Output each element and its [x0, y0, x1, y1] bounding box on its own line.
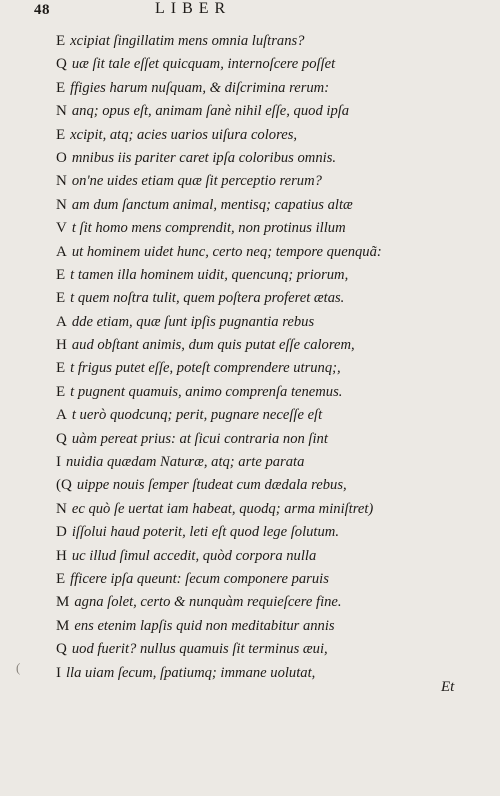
verse-text: ut hominem uidet hunc, certo neq; tempore quenquã:: [71, 243, 382, 260]
verse-text: xcipit, atq; acies uarios uiſura colores,: [70, 126, 298, 143]
verse-text: t ſit homo mens comprendit, non protinus illum: [71, 220, 346, 237]
verse-initial: N: [56, 500, 67, 517]
verse-line: [56, 30, 476, 53]
verse-line: [56, 381, 476, 404]
verse-text: fficere ipſa queunt: ſecum componere paruis: [70, 570, 329, 587]
verse-initial: Q: [56, 430, 67, 447]
verse-text: t uerò quodcunq; perit, pugnare neceſſe eſt: [71, 407, 323, 424]
verse-line: [56, 474, 476, 497]
verse-text: am dum ſanctum animal, mentisq; capatius altæ: [71, 196, 353, 213]
verse-line: [56, 591, 476, 614]
verse-initial: N: [56, 196, 67, 213]
verse-text: on'ne uides etiam quæ ſit perceptio rerum?: [71, 173, 322, 190]
verse-text: iſſolui haud poterit, leti eſt quod lege ſolutum.: [71, 524, 339, 541]
verse-line: [56, 194, 476, 217]
verse-line: [56, 147, 476, 170]
verse-initial: N: [56, 103, 67, 120]
verse-initial: E: [56, 266, 66, 283]
verse-initial: E: [56, 79, 66, 96]
verse-text: uæ ſit tale eſſet quicquam, internoſcere poſſet: [71, 56, 336, 73]
verse-line: [56, 451, 476, 474]
verse-text: t quem noſtra tulit, quem poſtera proferet ætas.: [70, 290, 345, 307]
verse-initial: I: [56, 454, 61, 471]
page-number: 48: [34, 2, 50, 18]
verse-text: aud obſtant animis, dum quis putat eſſe calorem,: [71, 337, 355, 354]
verse-text: nuidia quædam Naturæ, atq; arte parata: [66, 454, 305, 471]
verse-line: [56, 498, 476, 521]
verse-initial: A: [56, 407, 67, 424]
verse-initial: V: [56, 220, 67, 237]
verse-text: uc illud ſimul accedit, quòd corpora nulla: [71, 547, 317, 564]
verse-line: [56, 53, 476, 76]
catchword: Et: [441, 679, 455, 695]
verse-line: [56, 170, 476, 193]
verse-initial: E: [56, 360, 66, 377]
running-head: LIBER: [155, 0, 232, 17]
verse-initial: (Q: [56, 477, 72, 494]
verse-initial: A: [56, 243, 67, 260]
verse-text: agna ſolet, certo & nunquàm requieſcere fine.: [74, 594, 342, 611]
verse-initial: I: [56, 664, 61, 681]
page-header: [0, 0, 500, 22]
verse-line: [56, 287, 476, 310]
verse-line: [56, 638, 476, 661]
verse-text: t tamen illa hominem uidit, quencunq; priorum,: [70, 266, 349, 283]
verse-line: [56, 615, 476, 638]
verse-initial: E: [56, 383, 66, 400]
verse-list: [56, 30, 476, 685]
verse-line: [56, 568, 476, 591]
verse-line: [56, 124, 476, 147]
verse-line: [56, 404, 476, 427]
verse-line: [56, 100, 476, 123]
verse-initial: M: [56, 617, 70, 634]
verse-line: [56, 357, 476, 380]
verse-text: dde etiam, quæ ſunt ipſis pugnantia rebus: [71, 313, 315, 330]
verse-initial: E: [56, 33, 66, 49]
verse-text: ens etenim lapſis quid non meditabitur annis: [74, 617, 335, 634]
verse-text: anq; opus eſt, animam ſanè nihil eſſe, quod ipſa: [71, 103, 350, 120]
verse-initial: D: [56, 524, 67, 541]
verse-text: t frigus putet eſſe, poteſt comprendere utrunq;,: [70, 360, 341, 377]
verse-initial: O: [56, 149, 67, 166]
verse-text: ffigies harum nuſquam, & diſcrimina rerum:: [70, 79, 330, 96]
verse-text: uippe nouis ſemper ſtudeat cum dædala rebus,: [76, 477, 347, 494]
verse-text: t pugnent quamuis, animo comprenſa tenemus.: [70, 383, 343, 400]
verse-initial: A: [56, 313, 67, 330]
verse-line: [56, 264, 476, 287]
verse-text: xcipiat ſingillatim mens omnia luſtrans?: [70, 33, 305, 49]
verse-text: lla uiam ſecum, ſpatiumq; immane uolutat,: [66, 664, 316, 681]
verse-initial: Q: [56, 56, 67, 73]
verse-line: [56, 662, 476, 685]
verse-line: [56, 545, 476, 568]
verse-line: [56, 77, 476, 100]
verse-text: uod fuerit? nullus quamuis ſit terminus æui,: [71, 641, 328, 658]
verse-line: [56, 521, 476, 544]
verse-initial: N: [56, 173, 67, 190]
verse-text: ec quò ſe uertat iam habeat, quodq; arma miniſtret): [71, 500, 374, 517]
verse-initial: E: [56, 126, 66, 143]
verse-initial: E: [56, 290, 66, 307]
verse-initial: H: [56, 547, 67, 564]
verse-line: [56, 334, 476, 357]
verse-text: mnibus iis pariter caret ipſa coloribus omnis.: [71, 149, 337, 166]
verse-initial: M: [56, 594, 70, 611]
verse-initial: Q: [56, 641, 67, 658]
verse-line: [56, 311, 476, 334]
verse-initial: H: [56, 337, 67, 354]
verse-text: uàm pereat prius: at ſicui contraria non ſint: [71, 430, 328, 447]
margin-mark: (: [16, 660, 21, 675]
verse-line: [56, 428, 476, 451]
verse-initial: E: [56, 570, 66, 587]
verse-line: [56, 241, 476, 264]
verse-line: [56, 217, 476, 240]
